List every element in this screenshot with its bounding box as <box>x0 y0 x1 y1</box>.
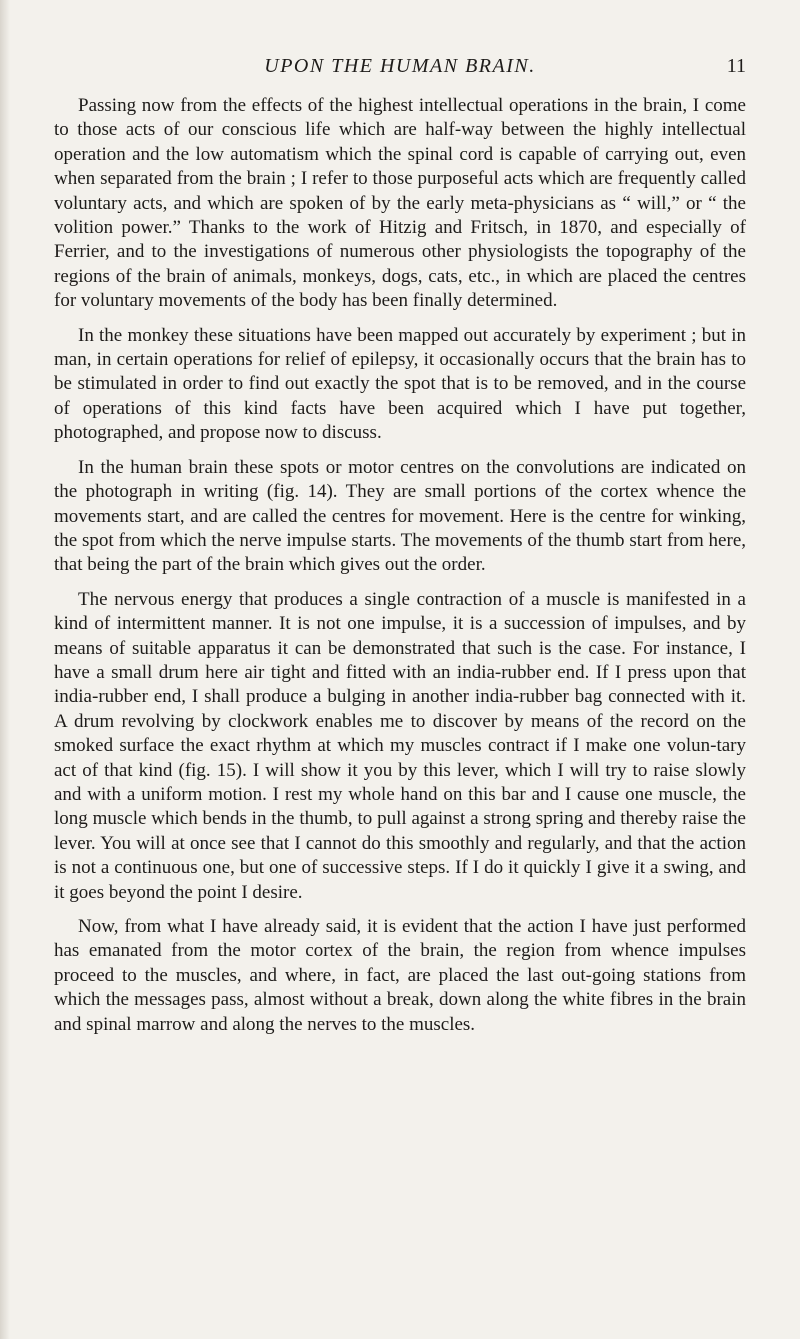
body-text <box>54 94 746 1047</box>
paragraph: In the monkey these situations have been mapped out accurately by experiment ; but in man, in certain operations for relief of epilepsy, it occasionally occurs that the brain has to be stimulated in order to find out exactly the spot that is to be removed, and in the course of operations of this kind facts have been acquired which I have put together, photographed, and propose now to discuss. <box>54 324 746 444</box>
running-title: UPON THE HUMAN BRAIN. <box>264 55 536 77</box>
paragraph: Passing now from the effects of the highest intellectual operations in the brain, I come to those acts of our conscious life which are half-way between the highly intellectual operation and the low automatism which the spinal cord is capable of carrying out, even when separated from the brain ; I refer to those purposeful acts which are frequently called voluntary acts, and which are spoken of by the early meta-physicians as “ will,” or “ the volition power.” Thanks to the work of Hitzig and Fritsch, in 1870, and especially of Ferrier, and to the investigations of numerous other physiologists the topography of the regions of the brain of animals, monkeys, dogs, cats, etc., in which are placed the centres for voluntary movements of the body has been finally determined. <box>54 95 746 312</box>
paragraph: In the human brain these spots or motor centres on the convolutions are indicated on the photograph in writing (fig. 14). They are small portions of the cortex whence the movements start, and are called the centres for movement. Here is the centre for winking, the spot from which the nerve impulse starts. The movements of the thumb start from here, that being the part of the brain which gives out the order. <box>54 456 746 576</box>
running-head <box>54 55 746 85</box>
page-edge-shadow <box>0 0 10 1339</box>
paragraph: Now, from what I have already said, it is evident that the action I have just performed has emanated from the motor cortex of the brain, the region from whence impulses proceed to the muscles, and where, in fact, are placed the last out-going stations from which the messages pass, almost without a break, down along the white fibres in the brain and spinal marrow and along the nerves to the muscles. <box>54 916 746 1035</box>
paragraph: The nervous energy that produces a single contraction of a muscle is manifested in a kind of intermittent manner. It is not one impulse, it is a succession of impulses, and by means of suitable apparatus it can be demonstrated that such is the case. For instance, I have a small drum here air tight and fitted with an india-rubber end. If I press upon that india-rubber end, I shall produce a bulging in another india-rubber bag connected with it. A drum revolving by clockwork enables me to discover by means of the record on the smoked surface the exact rhythm at which my muscles contract if I make one volun-tary act of that kind (fig. 15). I will show it you by this lever, which I will try to raise slowly and with a uniform motion. I rest my whole hand on this bar and I cause one muscle, the long muscle which bends in the thumb, to pull against a strong spring and thereby raise the lever. You will at once see that I cannot do this smoothly and regularly, and that the action is not a continuous one, but one of successive steps. If I do it quickly I give it a swing, and it goes beyond the point I desire. <box>54 588 746 903</box>
page-number: 11 <box>726 55 746 77</box>
